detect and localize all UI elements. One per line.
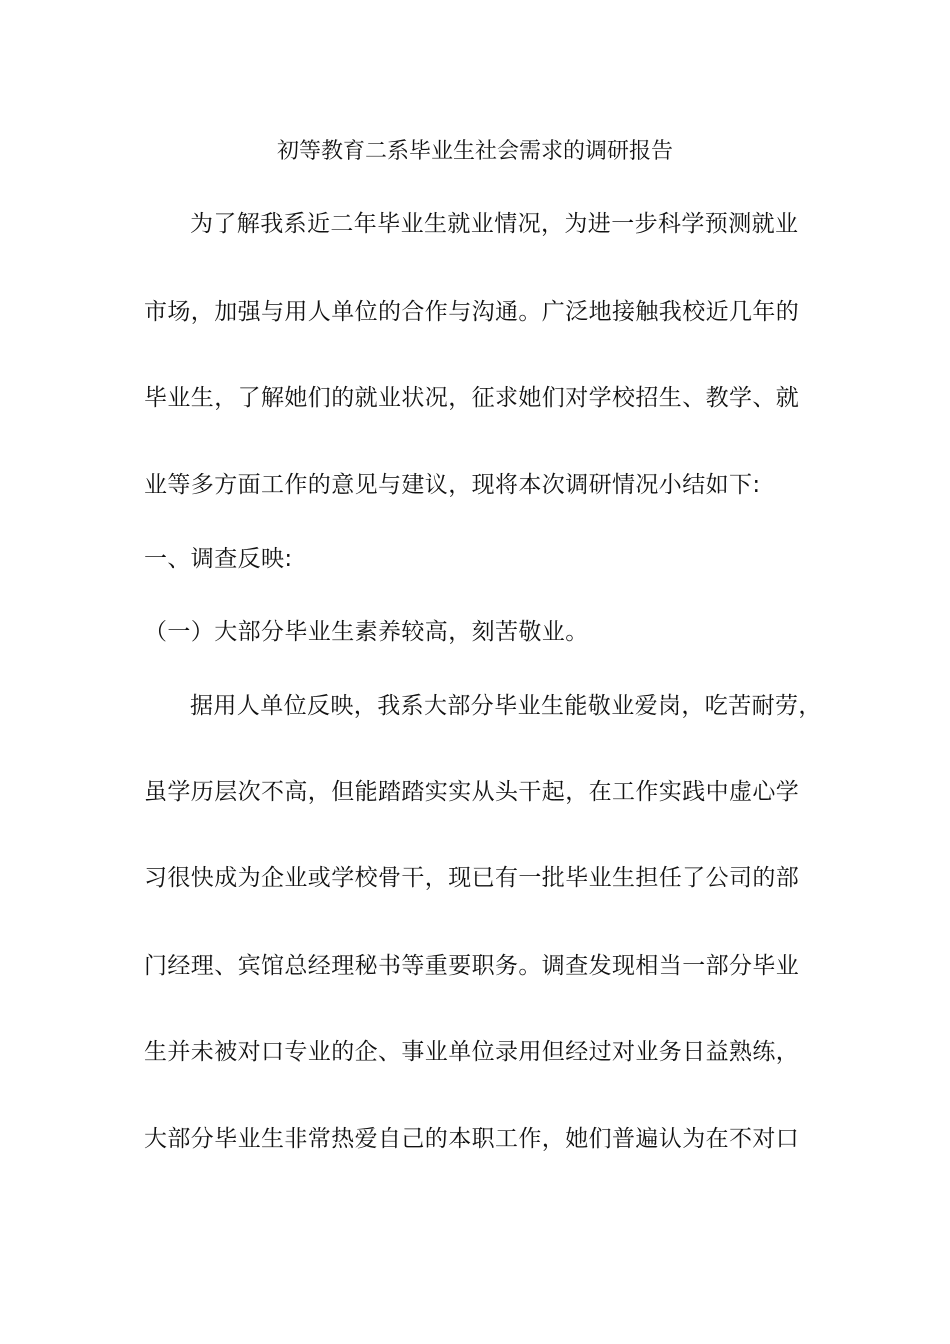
paragraph-line: 市场，加强与用人单位的合作与沟通。广泛地接触我校近几年的	[144, 299, 800, 325]
document-title: 初等教育二系毕业生社会需求的调研报告	[276, 139, 673, 164]
paragraph-line: 大部分毕业生非常热爱自己的本职工作，她们普遍认为在不对口	[144, 1126, 800, 1152]
paragraph-line: 毕业生，了解她们的就业状况，征求她们对学校招生、教学、就	[144, 385, 800, 411]
subsection-heading: （一）大部分毕业生素养较高，刻苦敬业。	[144, 619, 589, 645]
paragraph-line: 为了解我系近二年毕业生就业情况，为进一步科学预测就业	[190, 211, 799, 237]
paragraph-line: 生并未被对口专业的企、事业单位录用但经过对业务日益熟练，	[144, 1039, 800, 1065]
paragraph-line: 业等多方面工作的意见与建议，现将本次调研情况小结如下:	[144, 472, 761, 498]
paragraph-line: 习很快成为企业或学校骨干，现已有一批毕业生担任了公司的部	[144, 865, 800, 891]
paragraph-line: 虽学历层次不高，但能踏踏实实从头干起，在工作实践中虚心学	[144, 779, 800, 805]
paragraph-line: 门经理、宾馆总经理秘书等重要职务。调查发现相当一部分毕业	[144, 953, 800, 979]
section-heading: 一、调查反映:	[144, 546, 293, 572]
paragraph-line: 据用人单位反映，我系大部分毕业生能敬业爱岗，吃苦耐劳，	[190, 693, 822, 719]
